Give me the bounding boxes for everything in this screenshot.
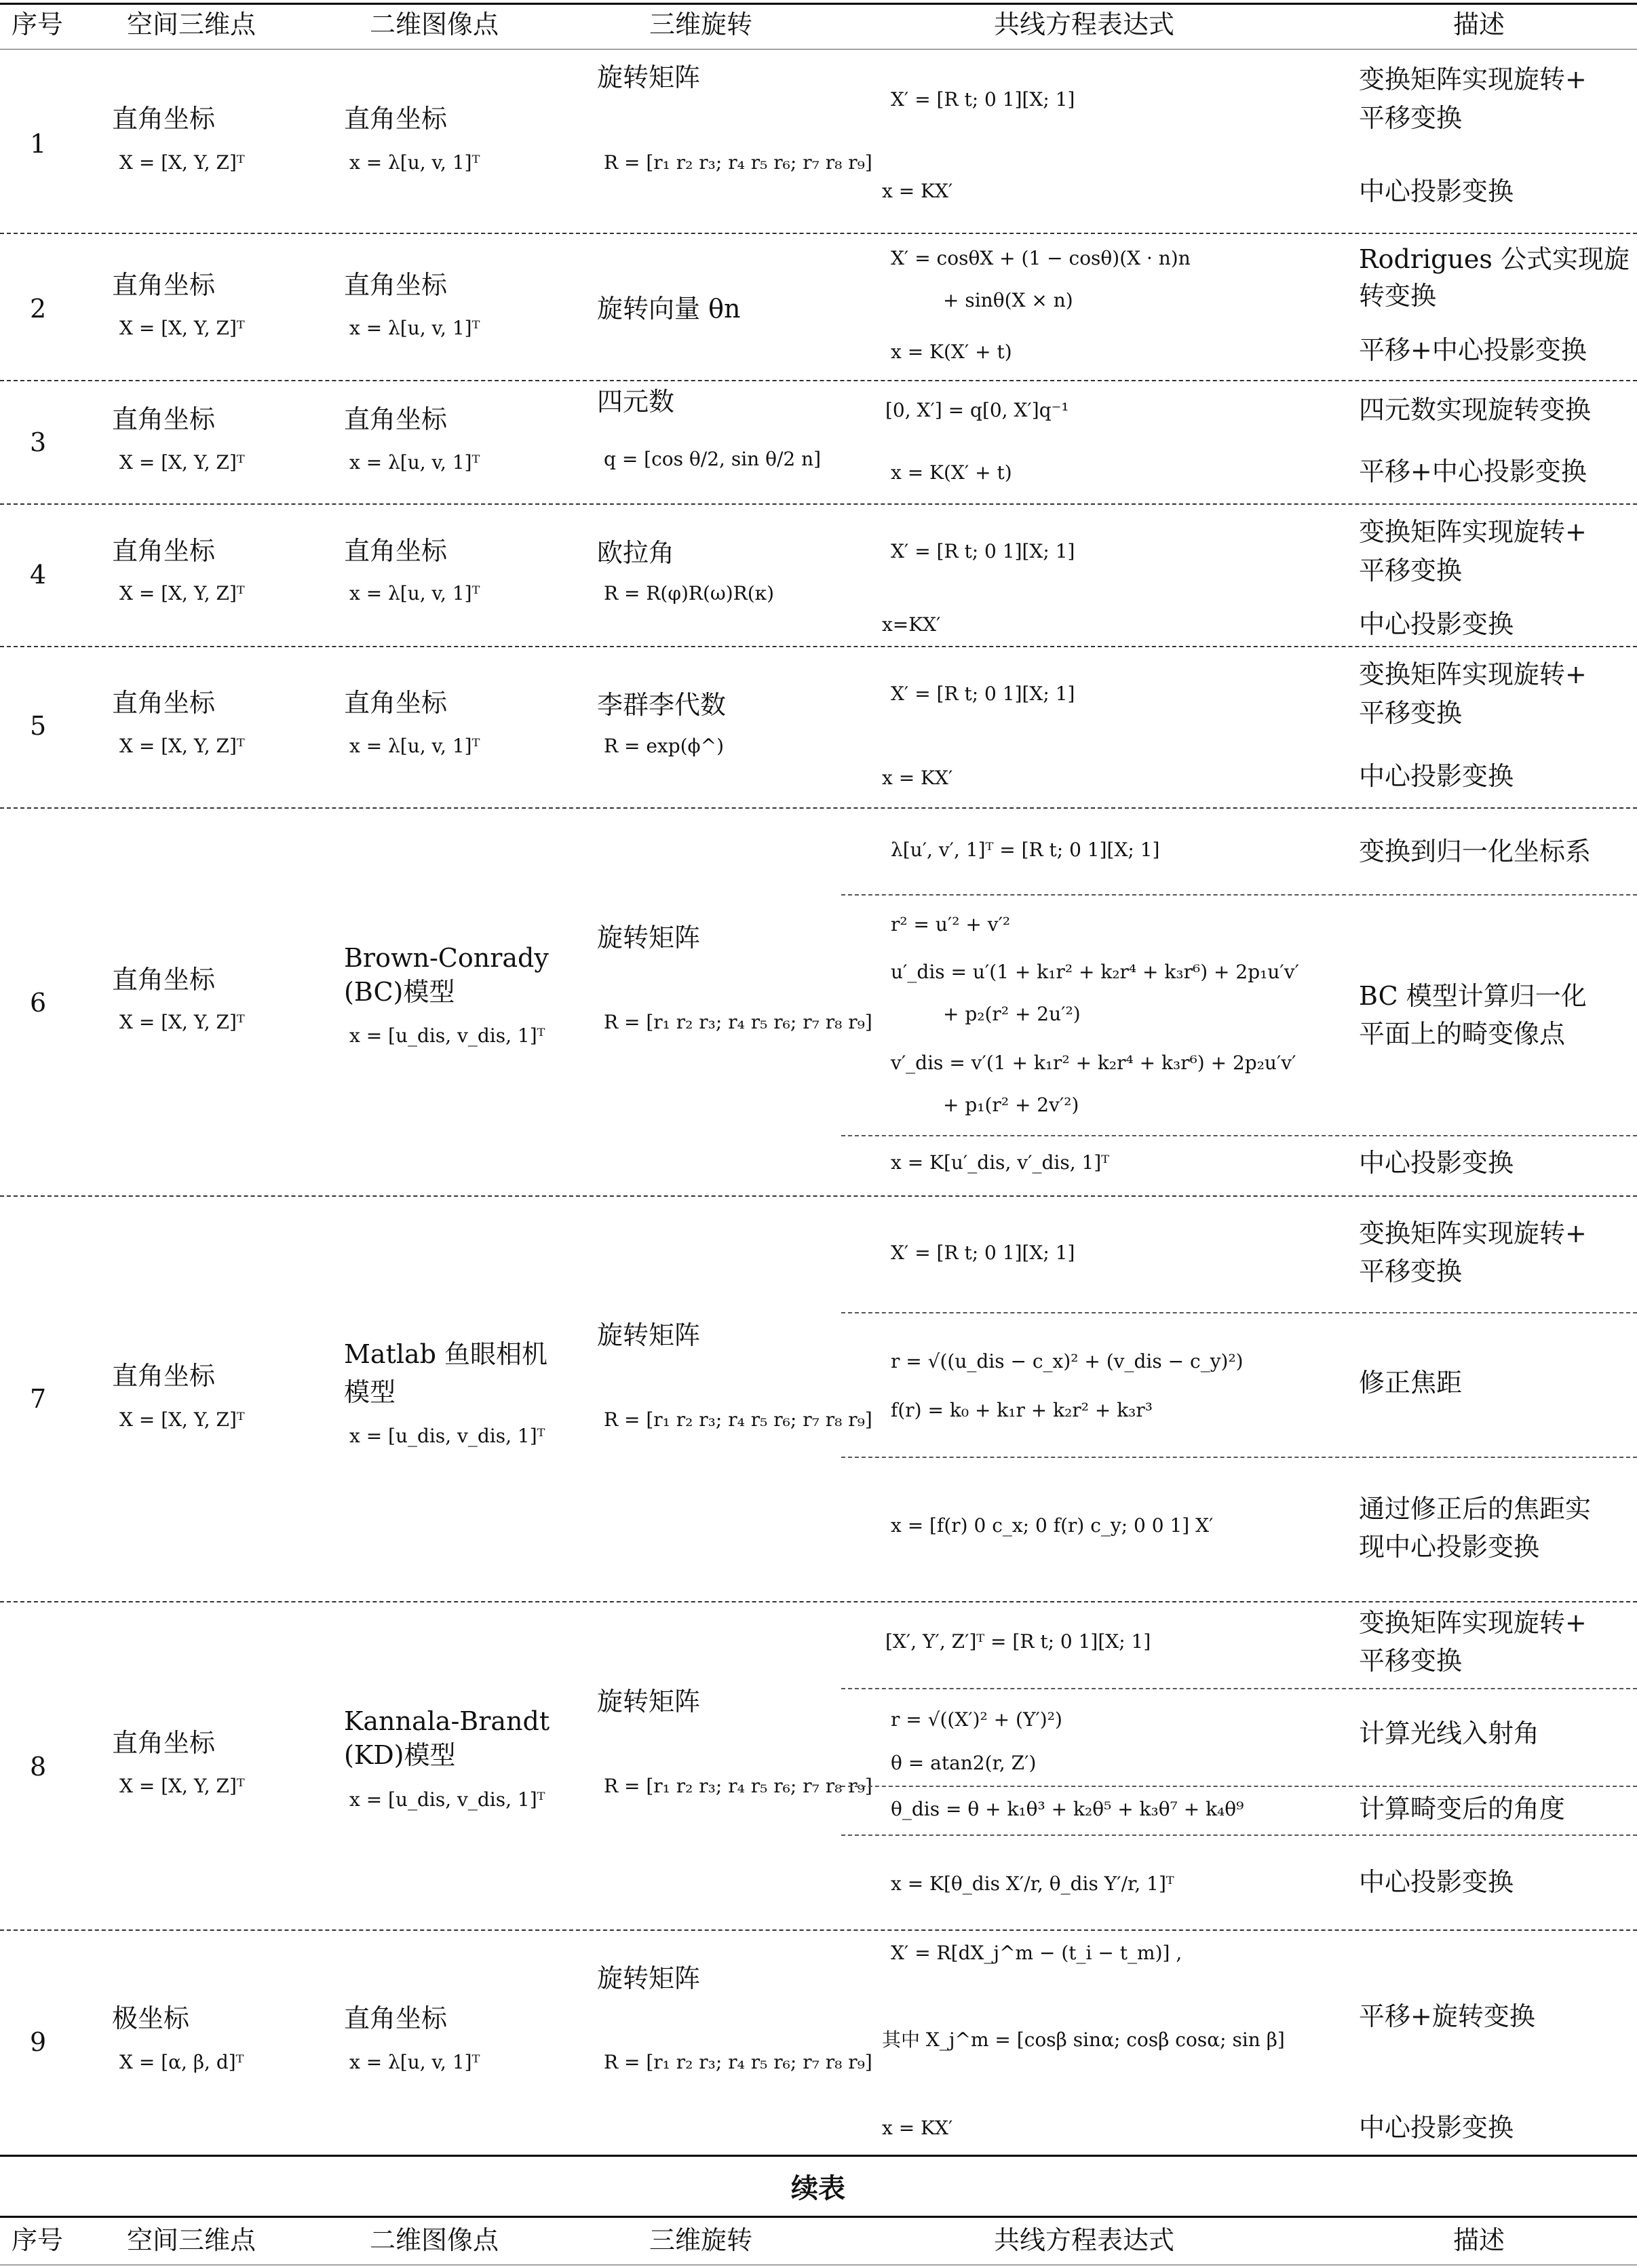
rotation-formula: R = [r₁ r₂ r₃; r₄ r₅ r₆; r₇ r₈ r₉]: [604, 2051, 872, 2073]
col-header-num: 序号: [11, 2225, 64, 2255]
description: 变换矩阵实现旋转+: [1359, 1218, 1587, 1248]
row-number: 7: [30, 1384, 47, 1414]
image-point-formula: x = [u_dis, v_dis, 1]ᵀ: [349, 1024, 545, 1047]
rotation-type: 旋转矩阵: [597, 923, 701, 953]
description: 计算光线入射角: [1359, 1718, 1540, 1748]
description: 变换矩阵实现旋转+: [1359, 64, 1587, 94]
row-number: 6: [30, 988, 47, 1018]
description: 现中心投影变换: [1359, 1532, 1540, 1562]
equation: v′_dis = v′(1 + k₁r² + k₂r⁴ + k₃r⁶) + 2p₂u′v′: [891, 1052, 1296, 1074]
sub-row-divider: [841, 1834, 1637, 1836]
sub-row-divider: [841, 894, 1637, 896]
equation: 其中 X_j^m = [cosβ sinα; cosβ cosα; sin β]: [882, 2029, 1285, 2051]
sub-row-divider: [841, 1786, 1637, 1787]
space-point-formula: X = [α, β, d]ᵀ: [119, 2051, 244, 2073]
description: 中心投影变换: [1359, 1867, 1514, 1897]
row-divider: [0, 1601, 1637, 1602]
description: 转变换: [1359, 281, 1437, 311]
image-point-model: 模型: [344, 1377, 396, 1407]
rotation-type: 旋转矩阵: [597, 1687, 701, 1716]
description: 变换矩阵实现旋转+: [1359, 659, 1587, 689]
equation: X′ = [R t; 0 1][X; 1]: [891, 1242, 1075, 1264]
description: 平面上的畸变像点: [1359, 1019, 1566, 1049]
rotation-formula: q = [cos θ/2, sin θ/2 n]: [604, 448, 822, 470]
space-point-formula: X = [X, Y, Z]ᵀ: [119, 1408, 245, 1431]
equation: X′ = R[dX_j^m − (t_i − t_m)] ,: [891, 1942, 1182, 1964]
image-point-model: (BC)模型: [344, 977, 455, 1007]
continued-top-rule: [0, 2216, 1637, 2218]
equation: x = K[θ_dis X′/r, θ_dis Y′/r, 1]ᵀ: [891, 1872, 1174, 1895]
row-number: 3: [30, 427, 47, 457]
rotation-formula: R = [r₁ r₂ r₃; r₄ r₅ r₆; r₇ r₈ r₉]: [604, 1408, 872, 1431]
description: 平移变换: [1359, 103, 1463, 133]
image-point-formula: x = [u_dis, v_dis, 1]ᵀ: [349, 1788, 545, 1811]
description: 平移变换: [1359, 556, 1463, 585]
space-point-type: 直角坐标: [112, 536, 216, 566]
description: Rodrigues 公式实现旋: [1359, 244, 1630, 274]
row-divider: [0, 380, 1637, 381]
row-divider: [0, 233, 1637, 234]
description: 通过修正后的焦距实: [1359, 1494, 1592, 1524]
space-point-type: 直角坐标: [112, 104, 216, 134]
col-header-desc: 描述: [1452, 2225, 1505, 2255]
sub-row-divider: [841, 1688, 1637, 1689]
rotation-type: 旋转矩阵: [597, 1320, 701, 1350]
image-point-type: 直角坐标: [344, 688, 448, 718]
rotation-formula: R = [r₁ r₂ r₃; r₄ r₅ r₆; r₇ r₈ r₉]: [604, 1775, 872, 1797]
image-point-type: 直角坐标: [344, 270, 448, 300]
rotation-formula: R = [r₁ r₂ r₃; r₄ r₅ r₆; r₇ r₈ r₉]: [604, 1011, 872, 1033]
description: 四元数实现旋转变换: [1359, 395, 1592, 425]
image-point-model: Kannala-Brandt: [344, 1706, 550, 1736]
equation: [0, X′] = q[0, X′]q⁻¹: [885, 399, 1069, 421]
image-point-type: 直角坐标: [344, 536, 448, 566]
row-divider: [0, 1195, 1637, 1197]
space-point-type: 直角坐标: [112, 404, 216, 434]
description: 变换到归一化坐标系: [1359, 837, 1592, 866]
equation: x = KX′: [882, 767, 953, 789]
header-rule: [0, 49, 1637, 50]
row-divider: [0, 807, 1637, 809]
col-header-image: 二维图像点: [369, 2225, 499, 2255]
col-header-equation: 共线方程表达式: [993, 2225, 1175, 2255]
equation: X′ = cosθX + (1 − cosθ)(X · n)n: [891, 247, 1191, 269]
equation: x=KX′: [882, 613, 941, 636]
rotation-type: 旋转向量 θn: [597, 294, 741, 324]
row-number: 1: [30, 129, 47, 159]
description: BC 模型计算归一化: [1359, 981, 1587, 1011]
equation: X′ = [R t; 0 1][X; 1]: [891, 683, 1075, 705]
description: 变换矩阵实现旋转+: [1359, 1608, 1587, 1638]
row-number: 2: [30, 294, 47, 324]
col-header-rotation: 三维旋转: [649, 9, 753, 39]
rotation-type: 欧拉角: [597, 538, 675, 568]
image-point-formula: x = λ[u, v, 1]ᵀ: [349, 735, 480, 757]
equation: r = √((u_dis − c_x)² + (v_dis − c_y)²): [891, 1350, 1244, 1372]
space-point-type: 极坐标: [112, 2003, 190, 2033]
row-divider: [0, 503, 1637, 505]
equation: x = [f(r) 0 c_x; 0 f(r) c_y; 0 0 1] X′: [891, 1514, 1214, 1537]
image-point-model: (KD)模型: [344, 1740, 456, 1770]
image-point-type: 直角坐标: [344, 104, 448, 134]
row-number: 5: [30, 711, 47, 741]
row-divider: [0, 646, 1637, 647]
bottom-rule: [0, 2155, 1637, 2157]
description: 平移变换: [1359, 1256, 1463, 1286]
space-point-formula: X = [X, Y, Z]ᵀ: [119, 735, 245, 757]
space-point-formula: X = [X, Y, Z]ᵀ: [119, 317, 245, 339]
space-point-formula: X = [X, Y, Z]ᵀ: [119, 1011, 245, 1033]
equation: X′ = [R t; 0 1][X; 1]: [891, 540, 1075, 562]
equation: λ[u′, v′, 1]ᵀ = [R t; 0 1][X; 1]: [891, 839, 1160, 861]
sub-row-divider: [841, 1457, 1637, 1458]
col-header-equation: 共线方程表达式: [993, 9, 1175, 39]
description: 计算畸变后的角度: [1359, 1794, 1566, 1824]
col-header-space: 空间三维点: [126, 9, 256, 39]
equation: x = KX′: [882, 180, 953, 202]
space-point-formula: X = [X, Y, Z]ᵀ: [119, 151, 245, 174]
description: 中心投影变换: [1359, 1148, 1514, 1178]
space-point-type: 直角坐标: [112, 965, 216, 995]
equation: x = K[u′_dis, v′_dis, 1]ᵀ: [891, 1151, 1110, 1174]
description: 平移+中心投影变换: [1359, 457, 1587, 486]
description: 修正焦距: [1359, 1368, 1463, 1398]
image-point-formula: x = λ[u, v, 1]ᵀ: [349, 151, 480, 174]
continued-caption: 续表: [791, 2172, 845, 2204]
space-point-type: 直角坐标: [112, 1361, 216, 1391]
description: 中心投影变换: [1359, 609, 1514, 639]
col-header-rotation: 三维旋转: [649, 2225, 753, 2255]
image-point-model: Matlab 鱼眼相机: [344, 1339, 548, 1369]
top-rule: [0, 3, 1637, 5]
row-number: 8: [30, 1752, 47, 1782]
description: 平移变换: [1359, 698, 1463, 728]
equation: + p₁(r² + 2v′²): [943, 1094, 1079, 1116]
description: 平移+旋转变换: [1359, 2001, 1535, 2031]
equation: r² = u′² + v′²: [891, 913, 1011, 936]
rotation-formula: R = [r₁ r₂ r₃; r₄ r₅ r₆; r₇ r₈ r₉]: [604, 151, 872, 174]
rotation-type: 四元数: [597, 387, 675, 417]
space-point-type: 直角坐标: [112, 688, 216, 718]
space-point-type: 直角坐标: [112, 270, 216, 300]
col-header-desc: 描述: [1452, 9, 1505, 39]
description: 变换矩阵实现旋转+: [1359, 517, 1587, 547]
rotation-formula: R = exp(ϕ^): [604, 735, 725, 757]
description: 中心投影变换: [1359, 176, 1514, 206]
row-divider: [0, 1929, 1637, 1931]
description: 中心投影变换: [1359, 761, 1514, 791]
equation: f(r) = k₀ + k₁r + k₂r² + k₃r³: [891, 1399, 1153, 1421]
description: 平移+中心投影变换: [1359, 335, 1587, 365]
equation: x = K(X′ + t): [891, 461, 1012, 484]
rotation-type: 旋转矩阵: [597, 62, 701, 92]
description: 中心投影变换: [1359, 2113, 1514, 2142]
space-point-formula: X = [X, Y, Z]ᵀ: [119, 582, 245, 604]
col-header-space: 空间三维点: [126, 2225, 256, 2255]
col-header-num: 序号: [11, 9, 64, 39]
image-point-formula: x = λ[u, v, 1]ᵀ: [349, 2051, 480, 2073]
equation: r = √((X′)² + (Y′)²): [891, 1708, 1062, 1731]
rotation-formula: R = R(φ)R(ω)R(κ): [604, 582, 775, 604]
space-point-formula: X = [X, Y, Z]ᵀ: [119, 1775, 245, 1797]
image-point-formula: x = [u_dis, v_dis, 1]ᵀ: [349, 1425, 545, 1447]
description: 平移变换: [1359, 1646, 1463, 1676]
image-point-formula: x = λ[u, v, 1]ᵀ: [349, 451, 480, 474]
sub-row-divider: [841, 1312, 1637, 1313]
equation: X′ = [R t; 0 1][X; 1]: [891, 88, 1075, 111]
row-number: 4: [30, 560, 47, 590]
sub-row-divider: [841, 1135, 1637, 1136]
equation: x = K(X′ + t): [891, 341, 1012, 363]
image-point-model: Brown-Conrady: [344, 943, 549, 973]
equation: + sinθ(X × n): [943, 289, 1073, 311]
equation: [X′, Y′, Z′]ᵀ = [R t; 0 1][X; 1]: [885, 1630, 1151, 1653]
row-number: 9: [30, 2027, 47, 2057]
rotation-type: 李群李代数: [597, 690, 727, 720]
rotation-type: 旋转矩阵: [597, 1963, 701, 1993]
equation: θ_dis = θ + k₁θ³ + k₂θ⁵ + k₃θ⁷ + k₄θ⁹: [891, 1798, 1244, 1820]
equation: x = KX′: [882, 2117, 953, 2139]
space-point-formula: X = [X, Y, Z]ᵀ: [119, 451, 245, 474]
equation: u′_dis = u′(1 + k₁r² + k₂r⁴ + k₃r⁶) + 2p₁u′v′: [891, 961, 1299, 983]
col-header-image: 二维图像点: [369, 9, 499, 39]
image-point-formula: x = λ[u, v, 1]ᵀ: [349, 582, 480, 604]
equation: + p₂(r² + 2u′²): [943, 1003, 1081, 1025]
image-point-type: 直角坐标: [344, 404, 448, 434]
image-point-formula: x = λ[u, v, 1]ᵀ: [349, 317, 480, 339]
image-point-type: 直角坐标: [344, 2003, 448, 2033]
space-point-type: 直角坐标: [112, 1728, 216, 1758]
equation: θ = atan2(r, Z′): [891, 1752, 1037, 1774]
